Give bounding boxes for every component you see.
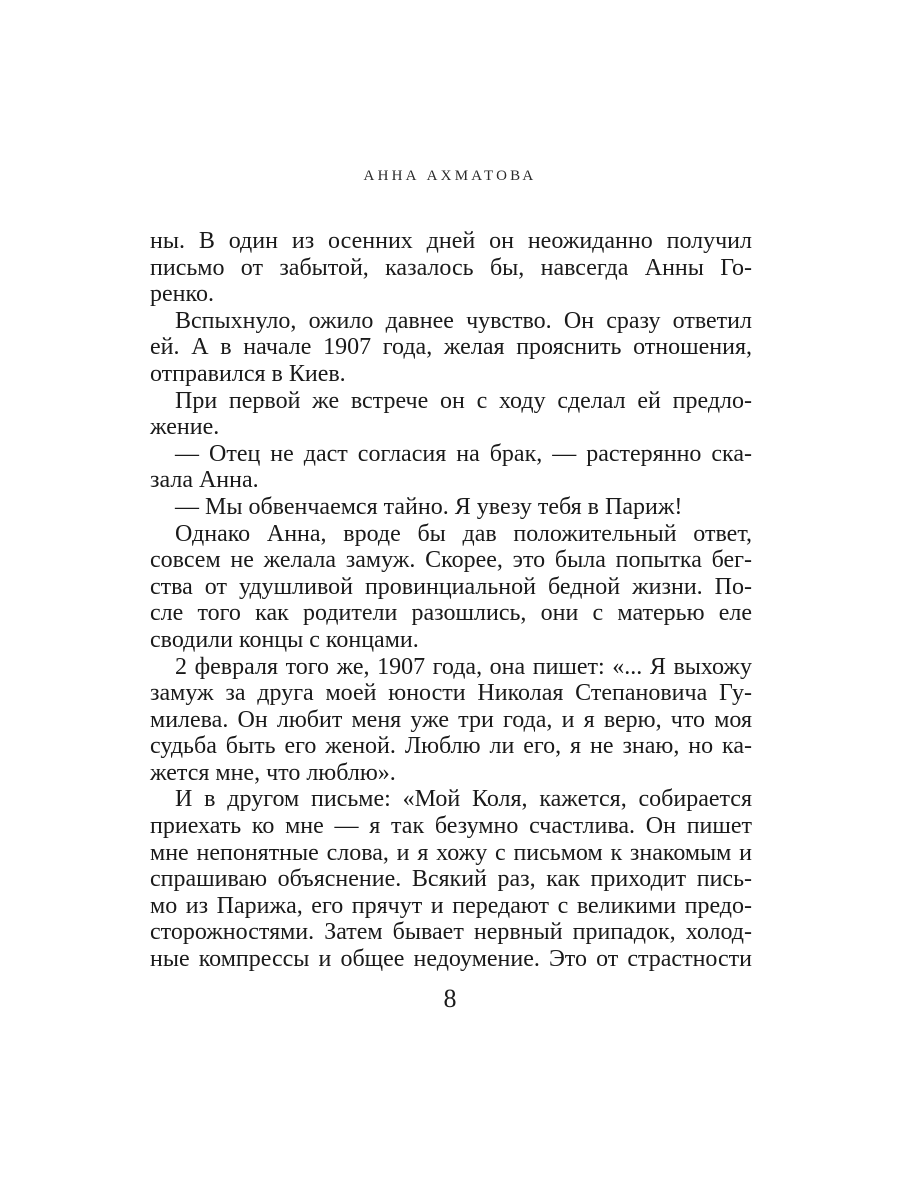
body-text — [150, 228, 752, 973]
text-line: При первой же встрече он с ходу сделал ей предло- — [175, 387, 752, 414]
text-line: — Мы обвенчаемся тайно. Я увезу тебя в Париж! — [175, 493, 683, 520]
text-line: 2 февраля того же, 1907 года, она пишет: «... Я выхожу — [175, 653, 752, 680]
text-line: письмо от забытой, казалось бы, навсегда Анны Го- — [150, 254, 752, 281]
text-line: жение. — [150, 414, 220, 441]
text-line: мо из Парижа, его прячут и передают с великими предо- — [150, 892, 752, 919]
text-line: судьба быть его женой. Люблю ли его, я не знаю, но ка- — [150, 733, 752, 760]
text-line: — Отец не даст согласия на брак, — растерянно ска- — [175, 440, 752, 467]
text-line: ные компрессы и общее недоумение. Это от страстности — [150, 946, 752, 973]
text-line: милева. Он любит меня уже три года, и я верю, что моя — [150, 706, 752, 733]
text-line: ства от удушливой провинциальной бедной жизни. По- — [150, 573, 752, 600]
text-line: отправился в Киев. — [150, 360, 346, 387]
text-line: И в другом письме: «Мой Коля, кажется, собирается — [175, 786, 752, 813]
text-line: приехать ко мне — я так безумно счастлива. Он пишет — [150, 813, 752, 840]
text-line: мне непонятные слова, и я хожу с письмом к знакомым и — [150, 839, 752, 866]
text-line: ей. А в начале 1907 года, желая прояснить отношения, — [150, 334, 752, 361]
text-line: совсем не желала замуж. Скорее, это была попытка бег- — [150, 547, 752, 574]
text-line: замуж за друга моей юности Николая Степановича Гу- — [150, 680, 752, 707]
text-line: зала Анна. — [150, 467, 259, 494]
text-line: сторожностями. Затем бывает нервный припадок, холод- — [150, 919, 752, 946]
text-line: сводили концы с концами. — [150, 626, 419, 653]
text-line: спрашиваю объяснение. Всякий раз, как приходит пись- — [150, 866, 752, 893]
text-line: Вспыхнуло, ожило давнее чувство. Он сразу ответил — [175, 307, 752, 334]
running-head: АННА АХМАТОВА — [363, 168, 537, 184]
text-line: ренко. — [150, 281, 214, 308]
text-line: сле того как родители разошлись, они с матерью еле — [150, 600, 752, 627]
text-line: ны. В один из осенних дней он неожиданно получил — [150, 228, 752, 254]
text-line: Однако Анна, вроде бы дав положительный ответ, — [175, 520, 752, 547]
page-number: 8 — [443, 984, 457, 1013]
text-line: жется мне, что люблю». — [150, 759, 396, 786]
